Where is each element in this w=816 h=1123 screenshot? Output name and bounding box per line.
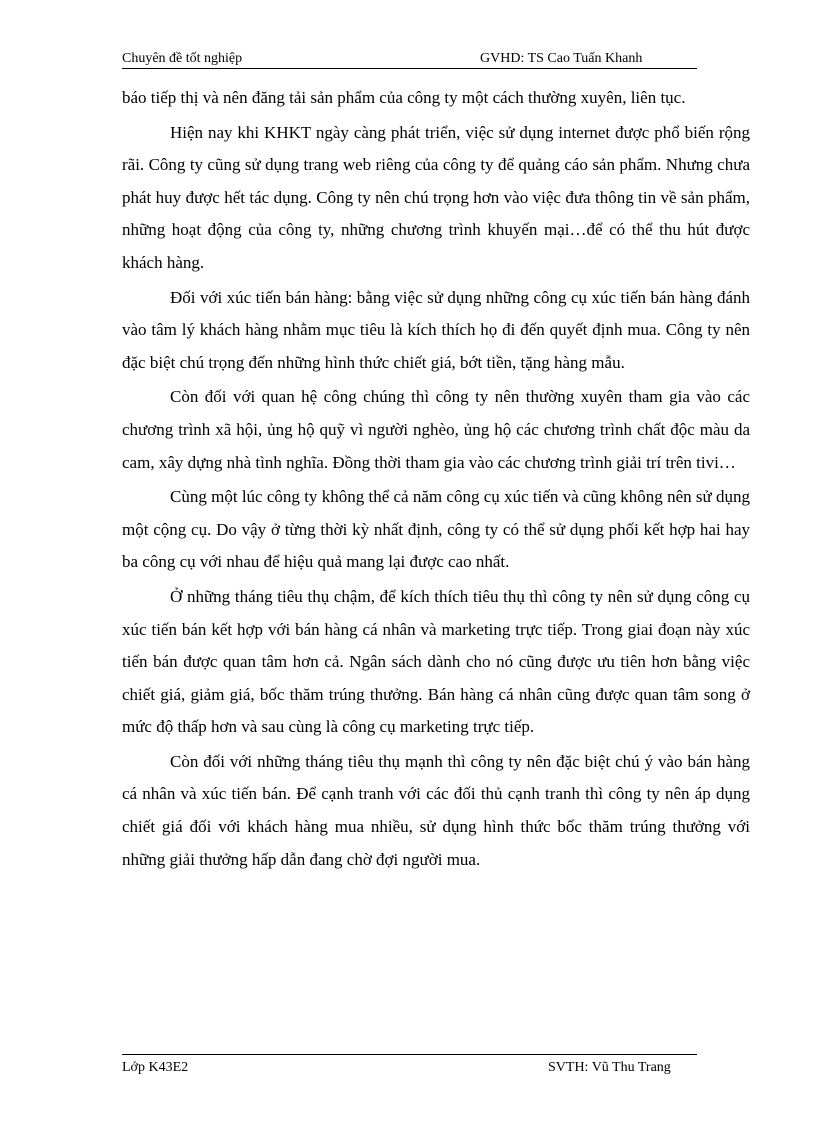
footer-class: Lớp K43E2 <box>122 1060 189 1075</box>
paragraph-6: Ở những tháng tiêu thụ chậm, để kích thích tiêu thụ thì công ty nên sử dụng công cụ xúc tiến bán kết hợp với bán hàng cá nhân và marketing trực tiếp. Trong giai đoạn này xúc tiến bán được quan tâm hơn cả. Ngân sách dành cho nó cũng được ưu tiên hơn bằng việc chiết giá, giảm giá, bốc thăm trúng thưởng. Bán hàng cá nhân cũng được quan tâm song ở mức độ thấp hơn và sau cùng là công cụ marketing trực tiếp. <box>122 586 750 737</box>
paragraph-5: Cùng một lúc công ty không thể cả năm công cụ xúc tiến và cũng không nên sử dụng một cộng cụ. Do vậy ở từng thời kỳ nhất định, công ty có thể sử dụng phối kết hợp hai hay ba công cụ với nhau để hiệu quả mang lại được cao nhất. <box>122 487 750 572</box>
document-body <box>122 82 750 876</box>
page-footer <box>122 1054 697 1075</box>
paragraph-7: Còn đối với những tháng tiêu thụ mạnh thì công ty nên đặc biệt chú ý vào bán hàng cá nhân và xúc tiến bán. Để cạnh tranh với các đối thủ cạnh tranh thì công ty nên áp dụng chiết giá đối với khách hàng mua nhiều, sử dụng hình thức bốc thăm trúng thưởng với những giải thưởng hấp dẫn đang chờ đợi người mua. <box>122 751 750 869</box>
paragraph-2: Hiện nay khi KHKT ngày càng phát triển, việc sử dụng internet được phổ biến rộng rãi. Công ty cũng sử dụng trang web riêng của công ty để quảng cáo sản phẩm. Nhưng chưa phát huy được hết tác dụng. Công ty nên chú trọng hơn vào việc đưa thông tin về sản phẩm, những hoạt động của công ty, những chương trình khuyến mại…để có thể thu hút được khách hàng. <box>122 122 750 272</box>
header-supervisor: GVHD: TS Cao Tuấn Khanh <box>480 51 643 66</box>
footer-student: SVTH: Vũ Thu Trang <box>548 1060 671 1075</box>
paragraph-1: báo tiếp thị và nên đăng tải sản phẩm của công ty một cách thường xuyên, liên tục. <box>122 88 686 107</box>
page-header <box>122 50 697 69</box>
paragraph-3: Đối với xúc tiến bán hàng: bằng việc sử dụng những công cụ xúc tiến bán hàng đánh vào tâm lý khách hàng nhằm mục tiêu là kích thích họ đi đến quyết định mua. Công ty nên đặc biệt chú trọng đến những hình thức chiết giá, bớt tiền, tặng hàng mẫu. <box>122 287 750 372</box>
paragraph-4: Còn đối với quan hệ công chúng thì công ty nên thường xuyên tham gia vào các chương trình xã hội, ủng hộ quỹ vì người nghèo, ủng hộ các chương trình chất độc màu da cam, xây dựng nhà tình nghĩa. Đồng thời tham gia vào các chương trình giải trí trên tivi… <box>122 387 750 472</box>
header-thesis-title: Chuyên đề tốt nghiệp <box>122 51 243 66</box>
